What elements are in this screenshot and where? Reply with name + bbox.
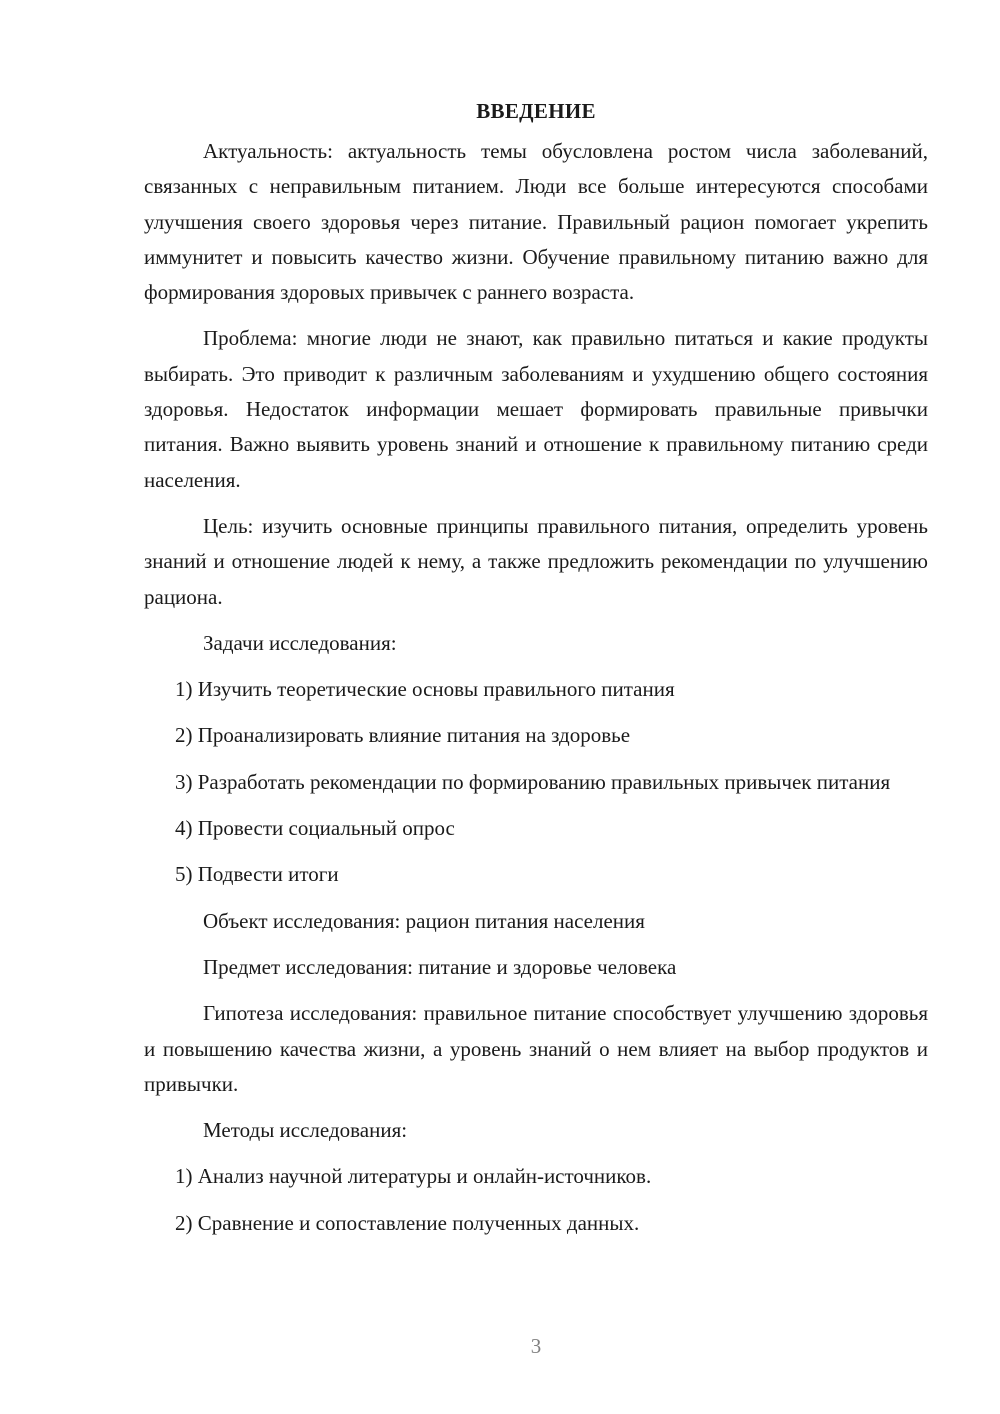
methods-heading: Методы исследования: xyxy=(203,1118,408,1143)
task-item: 4) Провести социальный опрос xyxy=(175,816,455,841)
method-item: 1) Анализ научной литературы и онлайн-источников. xyxy=(175,1164,652,1189)
task-item: 1) Изучить теоретические основы правильного питания xyxy=(175,677,675,702)
relevance-paragraph: Актуальность: актуальность темы обусловлена ростом числа заболеваний, связанных с неправильным питанием. Люди все больше интересуются способами улучшения своего здоровья через питание. Правильный рацион помогает укрепить иммунитет и повысить качество жизни. Обучение правильному питанию важно для формирования здоровых привычек с раннего возраста. xyxy=(144,139,928,305)
problem-paragraph: Проблема: многие люди не знают, как правильно питаться и какие продукты выбирать. Это приводит к различным заболеваниям и ухудшению общего состояния здоровья. Недостаток информации мешает формировать правильные привычки питания. Важно выявить уровень знаний и отношение к правильному питанию среди населения. xyxy=(144,326,928,492)
research-subject: Предмет исследования: питание и здоровье человека xyxy=(203,954,677,979)
research-object: Объект исследования: рацион питания населения xyxy=(203,908,645,933)
task-item: 3) Разработать рекомендации по формированию правильных привычек питания xyxy=(175,769,891,794)
tasks-heading: Задачи исследования: xyxy=(203,630,397,655)
tasks-list xyxy=(144,672,928,892)
task-item: 5) Подвести итоги xyxy=(175,862,339,887)
goal-paragraph: Цель: изучить основные принципы правильного питания, определить уровень знаний и отношение людей к нему, а также предложить рекомендации по улучшению рациона. xyxy=(144,513,928,609)
page-number: 3 xyxy=(530,1334,542,1358)
hypothesis-paragraph: Гипотеза исследования: правильное питание способствует улучшению здоровья и повышению качества жизни, а уровень знаний о нем влияет на выбор продуктов и привычки. xyxy=(144,1001,928,1096)
method-item: 2) Сравнение и сопоставление полученных данных. xyxy=(175,1210,640,1235)
methods-list xyxy=(144,1159,928,1241)
text-column xyxy=(144,98,928,1252)
page-title: ВВЕДЕНИЕ xyxy=(476,99,596,123)
task-item: 2) Проанализировать влияние питания на здоровье xyxy=(175,723,631,748)
